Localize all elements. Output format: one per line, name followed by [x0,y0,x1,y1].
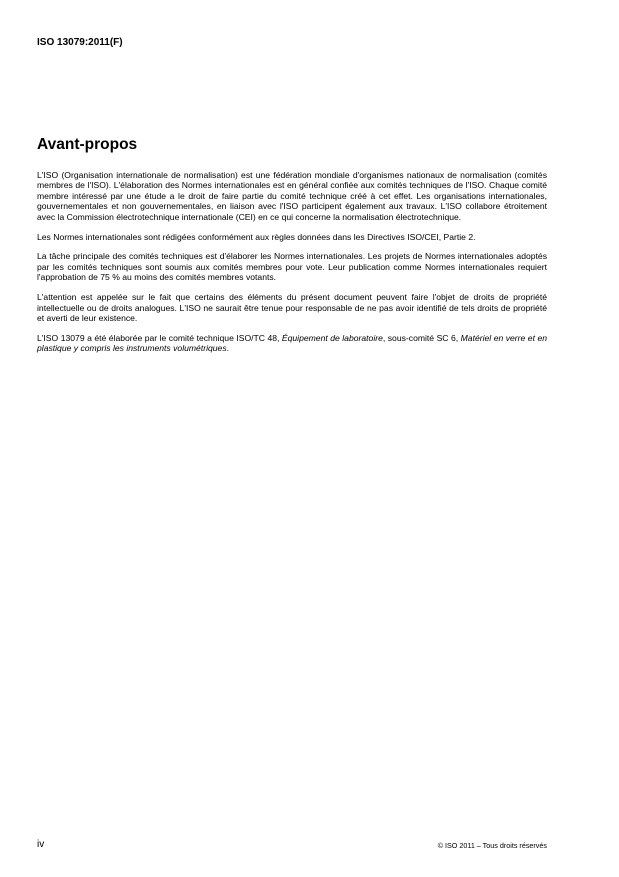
paragraph-committee-info [37,333,547,354]
committee-text-part3: . [226,343,230,354]
committee-title: Équipement de laboratoire [281,332,383,343]
section-title: Avant-propos [37,136,138,153]
page-number: iv [37,839,45,850]
paragraph-patent-rights: L'attention est appelée sur le fait que certains des éléments du présent document peuvent faire l'objet de droits de propriété intellectuelle ou de droits analogues. L'ISO ne saurait être tenue pour responsable de ne pas avoir identifié de tels droits de propriété et averti de leur existence. [37,292,547,323]
committee-text-part2: , sous-comité SC 6, [382,332,461,343]
copyright-notice: © ISO 2011 – Tous droits réservés [437,841,547,850]
committee-text-part1: L'ISO 13079 a été élaborée par le comité technique ISO/TC 48, [37,332,282,343]
paragraph-technical-committees: La tâche principale des comités techniques est d'élaborer les Normes internationales. Les projets de Normes internationales adoptés par les comités techniques sont soumis aux comités membres pour vote. Leur publication comme Normes internationales requiert l'approbation de 75 % au moins des comités membres votants. [37,251,547,283]
paragraph-directives: Les Normes internationales sont rédigées conformément aux règles données dans les Directives ISO/CEI, Partie 2. [37,231,476,242]
paragraph-iso-organisation: L'ISO (Organisation internationale de normalisation) est une fédération mondiale d'organismes nationaux de normalisation (comités membres de l'ISO). L'élaboration des Normes internationales est en général confiée aux comités techniques de l'ISO. Chaque comité membre intéressé par une étude a le droit de faire partie du comité technique créé à cet effet. Les organisations internationales, gouvernementales et non gouvernementales, en liaison avec l'ISO participent également aux travaux. L'ISO collabore étroitement avec la Commission électrotechnique internationale (CEI) en ce qui concerne la normalisation électrotechnique. [37,170,547,222]
subcommittee-title: Matériel en verre et en plastique y compris les instruments volumétriques [37,332,547,354]
document-id-header: ISO 13079:2011(F) [37,37,123,48]
foreword-body [37,170,547,363]
